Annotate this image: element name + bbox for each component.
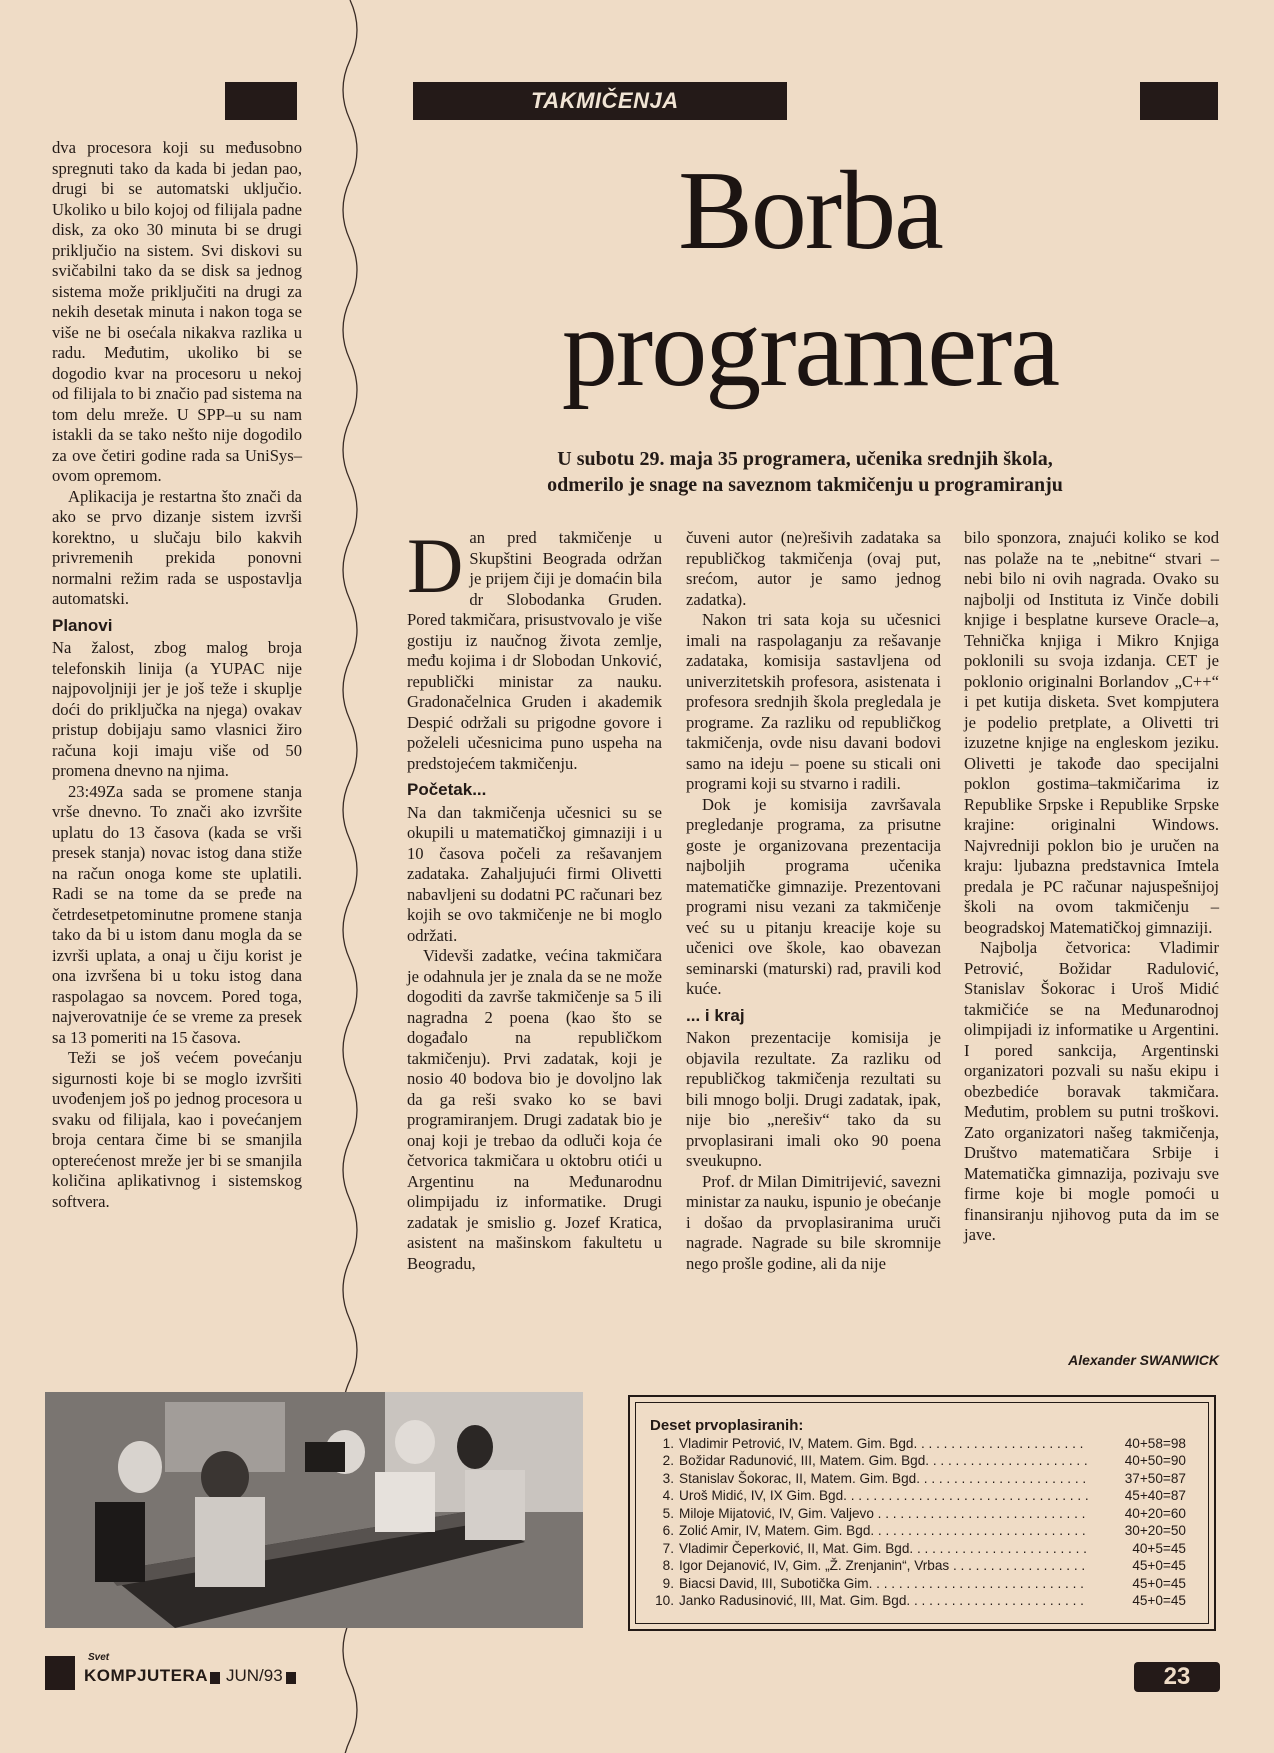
footer-issue: JUN/93 [226,1666,283,1685]
results-score: 30+20=50 [1088,1522,1186,1540]
article-lead: U subotu 29. maja 35 programera, učenika srednjih škola, odmerilo je snage na saveznom takmičenju u programiranju [547,448,1063,496]
results-score: 45+0=45 [1088,1592,1186,1610]
results-score: 40+50=90 [1088,1452,1186,1470]
article-column-3 [686,528,941,1274]
paragraph: Na žalost, zbog malog broja telefonskih linija (a YUPAC nije najpovoljniji jer je još teže i skuplje doći do priključka na njega) ovakav pristup dobijaju samo vlasnici žiro računa koji imaju više od 50 promena dnevno na njima. [52,638,302,780]
byline: Alexander SWANWICK [1068,1352,1219,1368]
paragraph: Aplikacija je restartna što znači da ako se prvo dizanje sistem izvrši korektno, u slučaju bilo kakvih privremenih prekida ponovni normalni režim rada se uspostavlja automatski. [52,486,302,608]
paragraph: bilo sponzora, znajući koliko se kod nas polaže na te „nebitne“ stvari – nebi bilo ni ovih nagrada. Ovako su najbolji od Instituta iz Vinče dobili knjige i besplatne kurseve Oracle–a, Tehnička knjiga i Mikro Knjiga poklonili su svoja izdanja. CET je poklonio originalni Borlandov „C++“ i pet kutija disketa. Svet kompjutera je podelio pretplate, a Olivetti tri izuzetne knjige na engleskom jeziku. Olivetti je takođe dao specijalni poklon gostima–takmičarima iz Republike Srpske i Republike Srpske krajine: originalni Windows. Najvredniji poklon bio je uručen na kraju: ljubazna predstavnica Imtela predala je PC računar najuspešnijoj školi na ovom takmičenju – beogradskoj Matematičkoj gimnaziji. [964,528,1219,937]
footer-separator-1 [210,1672,220,1684]
paragraph: Nakon prezentacije komisija je objavila rezultate. Za razliku od republičkog takmičenja rezultati su bili mnogo bolji. Drugi zadatak, ipak, nije bio „nerešiv“ tako da su prvoplasirani imali oko 90 poena sveukupno. [686,1028,941,1170]
page-number: 23 [1134,1662,1220,1692]
results-row [650,1505,1186,1523]
results-row [650,1540,1186,1558]
results-box [628,1395,1216,1631]
paragraph: an pred takmičenje u Skupštini Beograda održan je prijem čiji je domaćin bila dr Slobodanka Gruden. Pored takmičara, prisustvovalo je više gostiju iz naučnog života zemlje, među kojima i dr Slobodan Unković, republički ministar za nauku. Gradonačelnica Gruden i akademik Despić održali su prigodne govore i poželeli učesnicima puno uspeha na predstojećem takmičenju. [407,528,662,773]
paragraph: Videvši zadatke, većina takmičara je odahnula jer je znala da se ne može dogoditi da završe takmičenje sa 5 ili nagradna 2 poena (kao što se događalo na republičkom takmičenju). Prvi zadatak, koji je nosio 40 bodova bio je dovoljno lak da ga reši svako ko se bavi programiranjem. Drugi zadatak bio je onaj koji je trebao da odluči koja će četvorica takmičara u oktobru otići u Argentinu na Međunarodnu olimpijadu iz informatike. Drugi zadatak je smislio g. Jozef Kratica, asistent na mašinskom fakultetu u Beogradu, [407,946,662,1273]
results-row [650,1557,1186,1575]
results-row [650,1592,1186,1610]
article-column-4 [964,528,1219,1246]
paragraph: 23:49Za sada se promene stanja vrše dnevno. To znači ako izvršite uplatu do 13 časova (kada se vrši presek stanja) novac istog dana stiže na račun onoga kome ste uplatili. Radi se na tome da se pređe na četrdesetpetominutne promene stanja tako da bi u istom danu mogla da se izvrši uplata, a onaj u čiju korist je ona izvršena bi u toku istog dana raspolagao sa novcem. Pored toga, najverovatnije će se vreme za presek sa 13 pomeriti na 15 časova. [52,781,302,1047]
results-score: 40+5=45 [1088,1540,1186,1558]
article-title-line2: programera [561,286,1059,410]
results-score: 45+40=87 [1088,1487,1186,1505]
paragraph: Najbolja četvorica: Vladimir Petrović, Božidar Radulović, Stanislav Šokorac i Uroš Midić takmičiće se na Međunarodnoj olimpijadi iz informatike u Argentini. I pored sankcija, Argentinski organizatori pozvali su našu ekipu i obezbediće boravak takmičara. Međutim, problem su putni troškovi. Zato organizatori našeg takmičenja, Društvo matematičara Srbije i Matematička gimnazija, pozivaju sve firme koje bi mogle pomoći u finansiranju njihovog puta da im se jave. [964,938,1219,1244]
footer-decor-block [45,1656,75,1690]
results-score: 45+0=45 [1088,1575,1186,1593]
subheading-pocetak: Početak... [407,780,487,799]
results-title: Deset prvoplasiranih: [650,1417,804,1434]
paragraph: Dok je komisija završavala pregledanje programa, za prisutne goste je organizovana prezentacija najboljih programa učenika matematičke gimnazije. Prezentovani programi nisu vezani za takmičenje već su u pitanju kreacije koje su učenici ove škole, kao obavezan seminarski (maturski) rad, pravili kod kuće. [686,794,941,998]
results-name: Zolić Amir, IV, Matem. Gim. Bgd. . . . [679,1522,1088,1540]
results-name: Janko Radusinović, III, Mat. Gim. Bgd. . . . [679,1592,1088,1610]
results-row [650,1522,1186,1540]
section-label: TAKMIČENJA [413,82,787,120]
results-name: Uroš Midić, IV, IX Gim. Bgd. . . . [679,1487,1088,1505]
results-name: Vladimir Čeperković, II, Mat. Gim. Bgd. . . . [679,1540,1088,1558]
footer-separator-2 [286,1672,296,1684]
results-rank: 3. [662,1470,674,1486]
results-name: Stanislav Šokorac, II, Matem. Gim. Bgd. . . . [679,1470,1088,1488]
results-rank: 5. [662,1505,674,1521]
header-decor-bar-right [1140,82,1218,120]
results-name: Miloje Mijatović, IV, Gim. Valjevo . . . [679,1505,1088,1523]
results-list [650,1435,1186,1610]
subheading-kraj: ... i kraj [686,1005,745,1025]
results-row [650,1435,1186,1453]
results-rank: 2. [662,1453,674,1468]
results-rank: 8. [662,1558,674,1573]
results-rank: 9. [662,1575,674,1591]
article-column-2 [407,522,662,1274]
paragraph: Prof. dr Milan Dimitrijević, savezni ministar za nauku, ispunio je obećanje i došao da prvoplasiranima uruči nagrade. Nagrade su bile skromnije nego prošle godine, ali da nije [686,1171,941,1273]
left-column [52,138,302,1212]
results-rank: 6. [662,1523,674,1538]
results-rank: 4. [662,1488,674,1503]
paragraph: Nakon tri sata koja su učesnici imali na raspolaganju za rešavanje zadataka, komisija sastavljena od univerzitetskih profesora, asistenata i profesora srednjih škola pregledala je programe. Za razliku od republičkog takmičenja, ovde nisu davani bodovi samo na ideju – poene su sticali oni programi koji su stvarno i radili. [686,610,941,793]
results-row [650,1470,1186,1488]
footer-brand-top: Svet [88,1652,110,1663]
paragraph: dva procesora koji su međusobno spregnuti tako da kada bi jedan pao, drugi bi se automatski uključio. Ukoliko u bilo kojoj od filijala padne disk, za oko 30 minuta bi se drugi priključio na sistem. Svi diskovi su svičabilni tako da se disk sa jednog sistema može priključiti na drugi za nekih desetak minuta i nakon toga se više ne bi osećala nikakva razlika u radu. Međutim, ukoliko bi se dogodio kvar na procesoru u nekoj od filijala to bi značio pad sistema na tom delu mreže. U SPP–u su nam istakli da se tako nešto nije dogodilo za ove četiri godine rada sa UniSys–ovom opremom. [52,138,302,485]
results-name: Božidar Radunović, III, Matem. Gim. Bgd. . . . [679,1452,1088,1470]
competition-photo [45,1392,583,1628]
results-name: Igor Dejanović, IV, Gim. „Ž. Zrenjanin“, Vrbas . . . [679,1557,1088,1575]
photo-illustration [45,1392,583,1628]
header-decor-bar-left [225,82,297,120]
footer-brand: KOMPJUTERA [84,1666,209,1685]
results-row [650,1487,1186,1505]
results-score: 40+58=98 [1088,1435,1186,1453]
drop-cap: D [407,522,464,609]
paragraph: Teži se još većem povećanju sigurnosti koje bi se moglo izvršiti uvođenjem još po jednog procesora u svaku od filijala, kao i povećanjem broja centara čime bi se smanjila opterećenost mreže jer bi se smanjila količina aplikativnog i sistemskog softvera. [52,1048,302,1211]
article-title-line1: Borba [678,149,942,273]
results-score: 40+20=60 [1088,1505,1186,1523]
results-rank: 7. [662,1540,674,1556]
paragraph: čuveni autor (ne)rešivih zadataka sa republičkog takmičenja (ovaj put, srećom, autor je samo jednog zadatka). [686,528,941,609]
results-row [650,1452,1186,1470]
results-score: 45+0=45 [1088,1557,1186,1575]
results-rank: 10. [655,1593,674,1608]
results-content [650,1417,1186,1610]
subheading-planovi: Planovi [52,615,113,635]
results-score: 37+50=87 [1088,1470,1186,1488]
results-name: Vladimir Petrović, IV, Matem. Gim. Bgd. . . . [679,1435,1088,1453]
paragraph: Na dan takmičenja učesnici su se okupili u matematičkoj gimnaziji i u 10 časova počeli za rešavanjem zadataka. Zahaljujući firmi Olivetti nabavljeni su dodatni PC računari bez kojih se ovo takmičenje ne bi moglo održati. [407,802,662,945]
results-name: Biacsi David, III, Subotička Gim. . . . [679,1575,1088,1593]
results-rank: 1. [662,1435,674,1451]
results-row [650,1575,1186,1593]
